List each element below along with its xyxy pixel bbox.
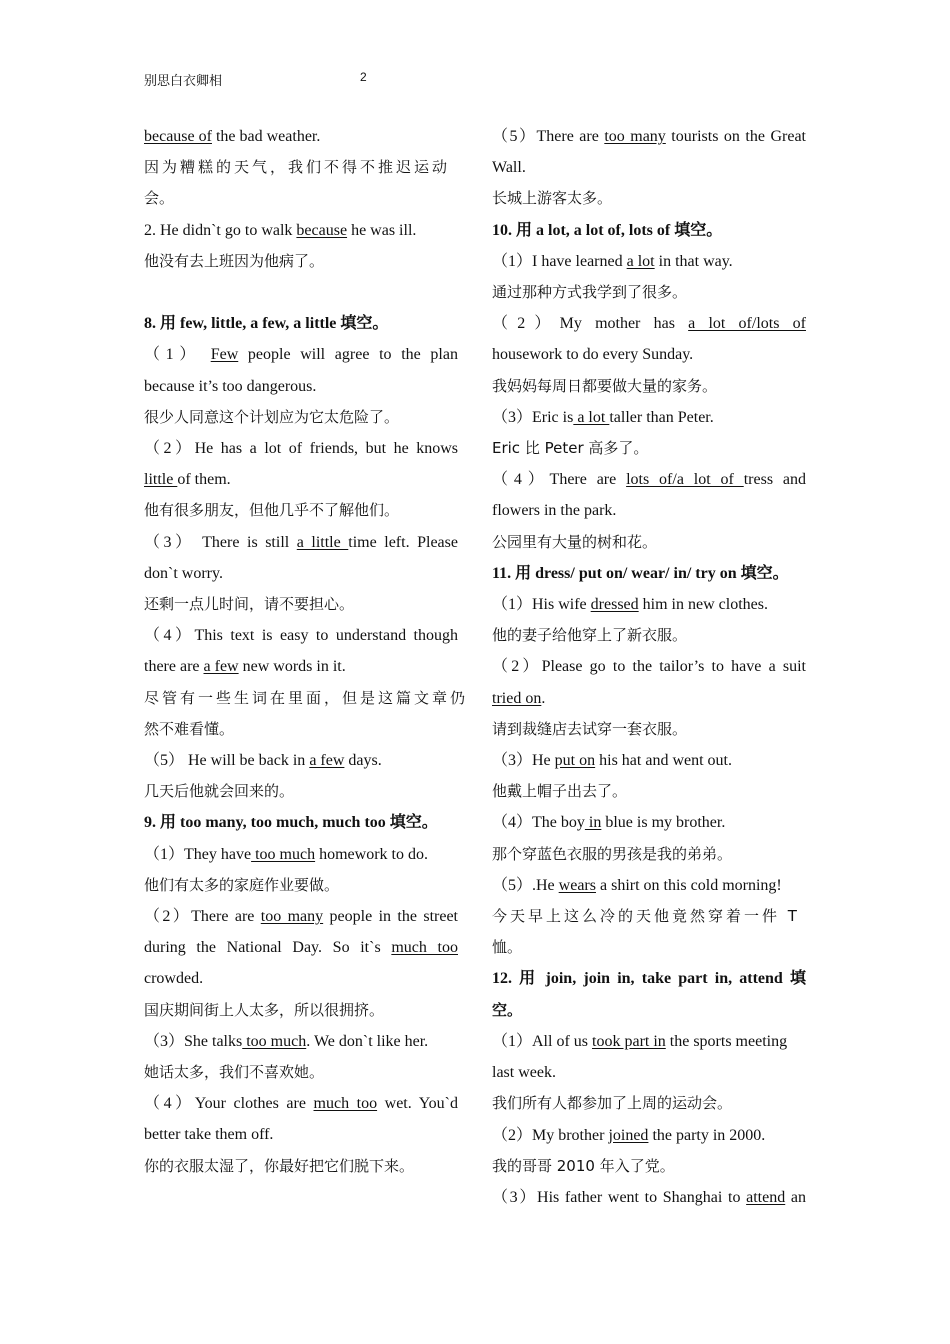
- exercise-line: [144, 932, 458, 963]
- translation-line: 请到裁缝店去试穿一套衣服。: [492, 719, 688, 738]
- text-span: . We don`t like her.: [306, 1032, 429, 1050]
- translation-line: 通过那种方式我学到了很多。: [492, 283, 688, 302]
- translation-line: 今天早上这么冷的天他竟然穿着一件 T: [492, 907, 800, 926]
- answer-underline: wears: [558, 876, 596, 894]
- translation-line: 因为糟糕的天气，我们不得不推迟运动: [144, 158, 451, 177]
- answer-underline: a few: [203, 658, 239, 676]
- exercise-line: last week.: [492, 1064, 556, 1082]
- exercise-line: [492, 308, 806, 339]
- exercise-line: [144, 651, 458, 682]
- text-span: tourists on the Great: [665, 128, 806, 145]
- answer-underline: tried on: [492, 689, 542, 707]
- header-title: 别思白衣卿相: [144, 74, 223, 89]
- answer-underline: much too: [391, 939, 458, 957]
- text-span: （1）They have: [144, 845, 252, 863]
- answer-underline: attend: [746, 1188, 786, 1206]
- text-span: an: [785, 1188, 806, 1206]
- answer-underline: much too: [313, 1095, 378, 1113]
- section-heading-10: 10. 用 a lot, a lot of, lots of 填空。: [492, 221, 723, 239]
- text-span: （1）I have learned: [492, 252, 627, 270]
- text-span: 2. He didn`t go to walk: [144, 221, 297, 239]
- exercise-line: [492, 1120, 806, 1151]
- translation-line: 他们有太多的家庭作业要做。: [144, 875, 340, 894]
- section-heading-12: 12. 用 join, join in, take part in, attend 填: [492, 970, 806, 988]
- text-span: people in the street: [323, 908, 458, 926]
- text-span: the party in 2000.: [648, 1126, 766, 1144]
- exercise-line: housework to do every Sunday.: [492, 346, 694, 364]
- spacer: [144, 277, 458, 308]
- exercise-line: [492, 745, 806, 776]
- exercise-line: better take them off.: [144, 1126, 274, 1144]
- text-span: wet. You`d: [377, 1095, 458, 1113]
- answer-underline: too many: [604, 128, 666, 145]
- text-span: him in new clothes.: [638, 596, 768, 614]
- exercise-line: [492, 589, 806, 620]
- exercise-line: crowded.: [144, 970, 204, 988]
- answer-underline: because of: [144, 128, 212, 145]
- exercise-line: [492, 1182, 806, 1213]
- exercise-line: [492, 121, 806, 152]
- page-number: 2: [360, 70, 367, 84]
- text-span: the bad weather.: [211, 128, 321, 145]
- translation-line: 国庆期间街上人太多，所以很拥挤。: [144, 1000, 385, 1019]
- exercise-line: [492, 807, 806, 838]
- exercise-line: （2）He has a lot of friends, but he knows: [144, 440, 458, 458]
- exercise-line: [144, 901, 458, 932]
- translation-line: 还剩一点儿时间，请不要担心。: [144, 595, 355, 614]
- text-span: （5） He will be back in: [144, 752, 310, 770]
- translation-line: 他有很多朋友，但他几乎不了解他们。: [144, 501, 400, 520]
- answer-underline: dressed: [590, 596, 639, 614]
- translation-line: 他的妻子给他穿上了新衣服。: [492, 626, 688, 645]
- text-span: （5）.He: [492, 876, 559, 894]
- translation-line: 他戴上帽子出去了。: [492, 782, 628, 801]
- answer-underline: too much: [242, 1032, 307, 1050]
- exercise-line: （2）Please go to the tailor’s to have a suit: [492, 658, 806, 676]
- exercise-line: don`t worry.: [144, 564, 223, 582]
- text-span: （2）My mother has: [492, 315, 689, 333]
- translation-line: Eric 比 Peter 高多了。: [492, 439, 649, 458]
- exercise-line: [492, 246, 806, 277]
- text-span: a shirt on this cold morning!: [595, 876, 782, 894]
- text-span: tress and: [743, 471, 806, 489]
- translation-line: 恤。: [492, 938, 523, 957]
- text-span: （3）Eric is: [492, 408, 574, 426]
- exercise-line: [144, 1088, 458, 1119]
- exercise-line: [144, 339, 458, 370]
- answer-underline: Few: [210, 346, 239, 364]
- exercise-line: [492, 464, 806, 495]
- section-heading-12-cont: 空。: [492, 1000, 523, 1019]
- text-span: new words in it.: [238, 658, 346, 676]
- translation-line: 尽管有一些生词在里面，但是这篇文章仍: [144, 688, 469, 707]
- answer-underline: little: [144, 471, 178, 489]
- exercise-line: [144, 1026, 458, 1057]
- text-span: （4）Your clothes are: [144, 1095, 314, 1113]
- answer-underline: because: [296, 221, 348, 239]
- answer-underline: in: [584, 814, 602, 832]
- exercise-line: because it’s too dangerous.: [144, 377, 317, 395]
- exercise-line: [144, 464, 458, 495]
- text-span: of them.: [177, 471, 231, 489]
- exercise-line: [492, 1026, 806, 1057]
- translation-line: 他没有去上班因为他病了。: [144, 251, 325, 270]
- translation-line: 很少人同意这个计划应为它太危险了。: [144, 407, 400, 426]
- answer-underline: a few: [309, 752, 345, 770]
- answer-underline: a lot of/lots of: [688, 315, 806, 333]
- text-span: （3） There is still: [144, 533, 297, 551]
- exercise-line: [492, 870, 806, 901]
- translation-line: 长城上游客太多。: [492, 189, 613, 208]
- exercise-line: [144, 839, 458, 870]
- answer-underline: too much: [251, 845, 316, 863]
- text-span: during the National Day. So it`s: [144, 939, 392, 957]
- text-span: （2）There are: [144, 908, 261, 926]
- text-span: （3）He: [492, 752, 555, 770]
- answer-underline: lots of/a lot of: [626, 471, 744, 489]
- text-span: in that way.: [654, 252, 733, 270]
- text-span: （3）His father went to Shanghai to: [492, 1188, 747, 1206]
- text-span: （1）All of us: [492, 1032, 593, 1050]
- text-span: （1）: [144, 346, 211, 364]
- section-heading-8: 8. 用 few, little, a few, a little 填空。: [144, 315, 389, 333]
- section-heading-11: 11. 用 dress/ put on/ wear/ in/ try on 填空。: [492, 564, 789, 582]
- translation-line: 我的哥哥 2010 年入了党。: [492, 1156, 675, 1175]
- text-span: blue is my brother.: [601, 814, 726, 832]
- exercise-line: flowers in the park.: [492, 502, 617, 520]
- translation-line: 她话太多，我们不喜欢她。: [144, 1063, 325, 1082]
- translation-line: 公园里有大量的树和花。: [492, 532, 658, 551]
- text-span: （2）My brother: [492, 1126, 609, 1144]
- answer-underline: a lot: [573, 408, 610, 426]
- text-span: （4）The boy: [492, 814, 585, 832]
- translation-line: 会。: [144, 189, 175, 208]
- exercise-line: [492, 683, 806, 714]
- text-span: the sports meeting: [665, 1032, 788, 1050]
- answer-underline: put on: [554, 752, 596, 770]
- translation-line: 几天后他就会回来的。: [144, 782, 295, 801]
- translation-line: 我们所有人都参加了上周的运动会。: [492, 1094, 733, 1113]
- text-span: days.: [344, 752, 382, 770]
- exercise-line: [144, 745, 458, 776]
- text-span: he was ill.: [347, 221, 417, 239]
- answer-underline: took part in: [592, 1032, 666, 1050]
- translation-line: 那个穿蓝色衣服的男孩是我的弟弟。: [492, 844, 733, 863]
- exercise-line: [144, 527, 458, 558]
- text-span: his hat and went out.: [595, 752, 732, 770]
- text-span: .: [541, 689, 546, 707]
- right-column: [492, 121, 806, 1213]
- text-span: people will agree to the plan: [238, 346, 458, 364]
- text-span: homework to do.: [315, 845, 428, 863]
- text-span: （3）She talks: [144, 1032, 243, 1050]
- text-span: （4）There are: [492, 471, 627, 489]
- text-line: [144, 121, 458, 152]
- exercise-line: [492, 402, 806, 433]
- answer-underline: joined: [608, 1126, 649, 1144]
- text-span: taller than Peter.: [609, 408, 714, 426]
- translation-line: 然不难看懂。: [144, 719, 235, 738]
- text-span: time left. Please: [348, 533, 458, 551]
- answer-underline: a lot: [626, 252, 655, 270]
- left-column: [144, 121, 469, 1182]
- text-span: （5）There are: [492, 128, 605, 145]
- text-line: [144, 215, 458, 246]
- text-span: there are: [144, 658, 204, 676]
- answer-underline: too many: [260, 908, 324, 926]
- exercise-line: （4）This text is easy to understand though: [144, 627, 458, 645]
- translation-line: 我妈妈每周日都要做大量的家务。: [492, 376, 718, 395]
- text-span: （1）His wife: [492, 596, 591, 614]
- answer-underline: a little: [296, 533, 349, 551]
- translation-line: 你的衣服太湿了，你最好把它们脱下来。: [144, 1156, 415, 1175]
- exercise-line: Wall.: [492, 159, 526, 177]
- section-heading-9: 9. 用 too many, too much, much too 填空。: [144, 814, 438, 832]
